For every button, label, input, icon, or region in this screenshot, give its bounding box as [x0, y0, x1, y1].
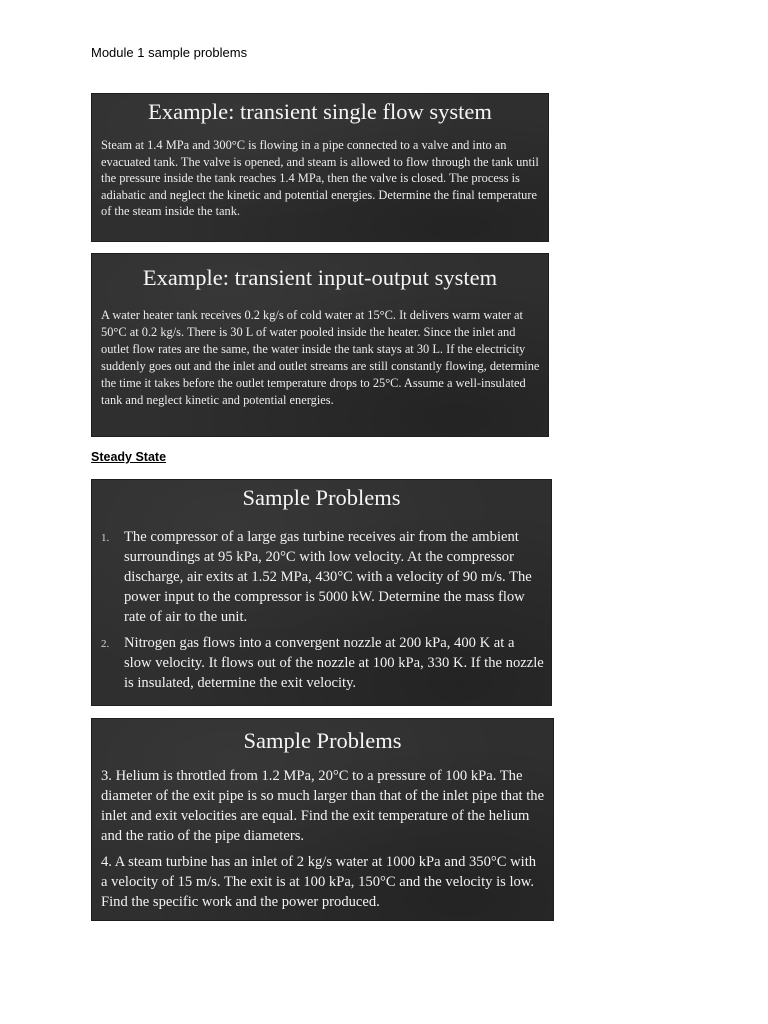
problem-list — [91, 527, 544, 693]
problem-text: The compressor of a large gas turbine receives air from the ambient surroundings at 95 kPa, 20°C with low velocity. At the compressor discharge, air exits at 1.52 MPa, 430°C with a velocity of 90 m/s. The power input to the compressor is 5000 kW. Determine the mass flow rate of air to the unit. — [124, 529, 532, 625]
problem-text: Nitrogen gas flows into a convergent nozzle at 200 kPa, 400 K at a slow velocity. It flows out of the nozzle at 100 kPa, 330 K. If the nozzle is insulated, determine the exit velocity. — [124, 635, 544, 691]
slide-transient-single-flow — [91, 93, 549, 242]
problem-paragraph: 3. Helium is throttled from 1.2 MPa, 20°C to a pressure of 100 kPa. The diameter of the exit pipe is so much larger than that of the inlet pipe that the inlet and exit velocities are equal. Find the exit temperature of the helium and the ratio of the pipe diameters. — [101, 768, 545, 844]
slide-sample-problems-1 — [91, 479, 552, 706]
section-label-steady-state: Steady State — [91, 450, 167, 464]
slide-title: Sample Problems — [242, 485, 401, 510]
slide-body-text: Steam at 1.4 MPa and 300°C is flowing in a pipe connected to a valve and into an evacuated tank. The valve is opened, and steam is allowed to flow through the tank until the pressure inside the tank reaches 1.4 MPa, then the valve is closed. The process is adiabatic and neglect the kinetic and potential energies. Determine the final temperature of the steam inside the tank. — [101, 138, 539, 218]
slide-transient-input-output — [91, 253, 549, 437]
slide-title: Example: transient input-output system — [142, 265, 498, 290]
problem-item — [91, 527, 544, 627]
slide-title: Example: transient single flow system — [148, 99, 492, 124]
slide-sample-problems-2 — [91, 718, 554, 921]
slide-title: Sample Problems — [243, 728, 402, 753]
problem-item — [91, 633, 544, 693]
slide-body-text: A water heater tank receives 0.2 kg/s of cold water at 15°C. It delivers warm water at 50°C at 0.2 kg/s. There is 30 L of water pooled inside the heater. Since the inlet and outlet flow rates are the same, the water inside the tank stays at 30 L. If the electricity suddenly goes out and the inlet and outlet streams are still constantly flowing, determine the time it takes before the outlet temperature drops to 25°C. Assume a well-insulated tank and neglect kinetic and potential energies. — [101, 308, 540, 407]
document-heading: Module 1 sample problems — [91, 45, 248, 60]
problem-paragraph: 4. A steam turbine has an inlet of 2 kg/s water at 1000 kPa and 350°C with a velocity of 15 m/s. The exit is at 100 kPa, 150°C and the velocity is low. Find the specific work and the power produced. — [101, 854, 537, 910]
problem-number: 1. — [101, 532, 110, 544]
problem-number: 2. — [101, 638, 110, 650]
